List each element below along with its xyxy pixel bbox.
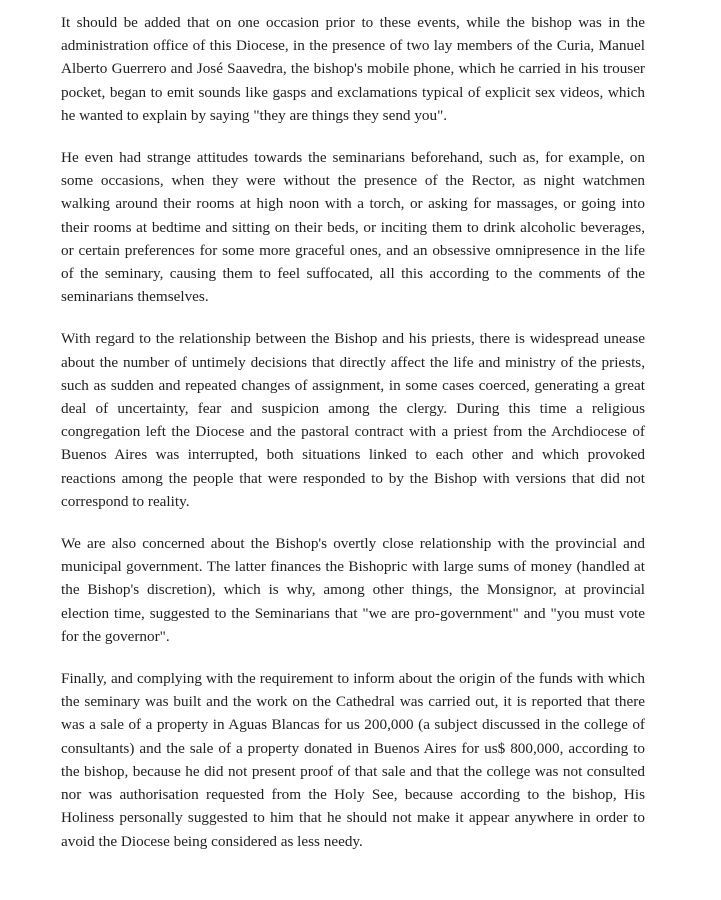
paragraph-funds: Finally, and complying with the requirement to inform about the origin of the funds with which the seminary was built and the work on the Cathedral was carried out, it is reported that there was a sale of a property in Aguas Blancas for us 200,000 (a subject discussed in the college of consultants) and the sale of a property donated in Buenos Aires for us$ 800,000, according to the bishop, because he did not present proof of that sale and that the college was not consulted nor was authorisation requested from the Holy See, because according to the bishop, His Holiness personally suggested to him that he should not make it appear anywhere in order to avoid the Diocese being considered as less needy. [61,670,645,850]
paragraph-government: We are also concerned about the Bishop's overtly close relationship with the provincial and municipal government. The latter finances the Bishopric with large sums of money (handled at the Bishop's discretion), which is why, among other things, the Monsignor, at provincial election time, suggested to the Seminarians that "we are pro-government" and "you must vote for the governor". [61,535,645,645]
paragraph-phone-incident: It should be added that on one occasion prior to these events, while the bishop was in the administration office of this Diocese, in the presence of two lay members of the Curia, Manuel Alberto Guerrero and José Saavedra, the bishop's mobile phone, which he carried in his trouser pocket, began to emit sounds like gasps and exclamations typical of explicit sex videos, which he wanted to explain by saying "they are things they send you". [61,14,645,124]
document-body [61,11,645,872]
paragraph-seminarians: He even had strange attitudes towards the seminarians beforehand, such as, for example, on some occasions, when they were without the presence of the Rector, as night watchmen walking around their rooms at high noon with a torch, or asking for massages, or going into their rooms at bedtime and sitting on their beds, or inciting them to drink alcoholic beverages, or certain preferences for some more graceful ones, and an obsessive omnipresence in the life of the seminary, causing them to feel suffocated, all this according to the comments of the seminarians themselves. [61,149,645,306]
paragraph-priests: With regard to the relationship between the Bishop and his priests, there is widespread unease about the number of untimely decisions that directly affect the life and ministry of the priests, such as sudden and repeated changes of assignment, in some cases coerced, generating a great deal of uncertainty, fear and suspicion among the clergy. During this time a religious congregation left the Diocese and the pastoral contract with a priest from the Archdiocese of Buenos Aires was interrupted, both situations linked to each other and which provoked reactions among the people that were responded to by the Bishop with versions that did not correspond to reality. [61,330,645,510]
